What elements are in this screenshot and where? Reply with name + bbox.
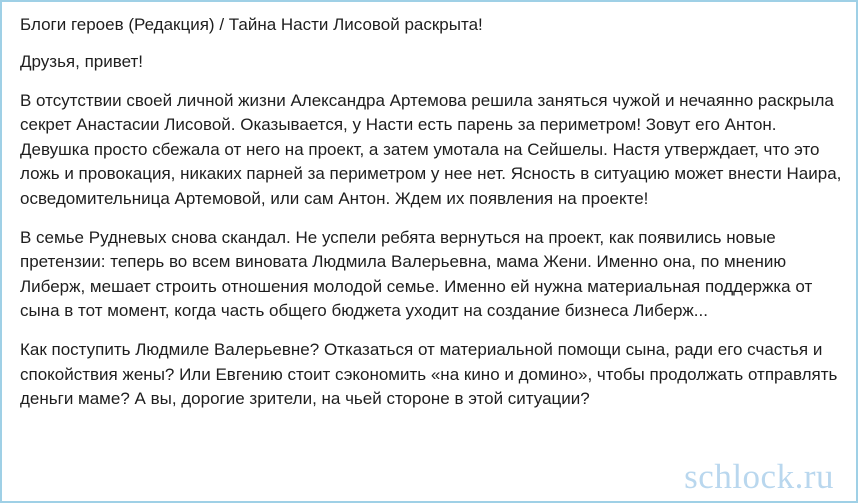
- paragraph-rudnevy: В семье Рудневых снова скандал. Не успели ребята вернуться на проект, как появились новые претензии: теперь во всем виновата Людмила Валерьевна, мама Жени. Именно она, по мнению Либерж, мешает строить отношения молодой семье. Именно ей нужна материальная поддержка от сына в тот момент, когда часть общего бюджета уходит на создание бизнеса Либерж...: [20, 227, 813, 320]
- site-watermark: schlock.ru: [684, 457, 834, 496]
- article-greeting: Друзья, привет!: [20, 51, 143, 71]
- article-content: [20, 13, 844, 426]
- paragraph-question: Как поступить Людмиле Валерьевне? Отказаться от материальной помощи сына, ради его счастья и спокойствия жены? Или Евгению стоит сэкономить «на кино и домино», чтобы продолжать отправлять деньги маме? А вы, дорогие зрители, на чьей стороне в этой ситуации?: [20, 340, 838, 408]
- paragraph-artemova: В отсутствии своей личной жизни Александра Артемова решила заняться чужой и нечаянно раскрыла секрет Анастасии Лисовой. Оказывается, у Насти есть парень за периметром! Зовут его Антон. Девушка просто сбежала от него на проект, а затем умотала на Сейшелы. Настя утверждает, что это ложь и провокация, никаких парней за периметром у нее нет. Ясность в ситуацию может внести Наира, осведомительница Артемовой, или сам Антон. Ждем их появления на проекте!: [20, 90, 842, 208]
- article-title: Блоги героев (Редакция) / Тайна Насти Лисовой раскрыта!: [20, 15, 483, 34]
